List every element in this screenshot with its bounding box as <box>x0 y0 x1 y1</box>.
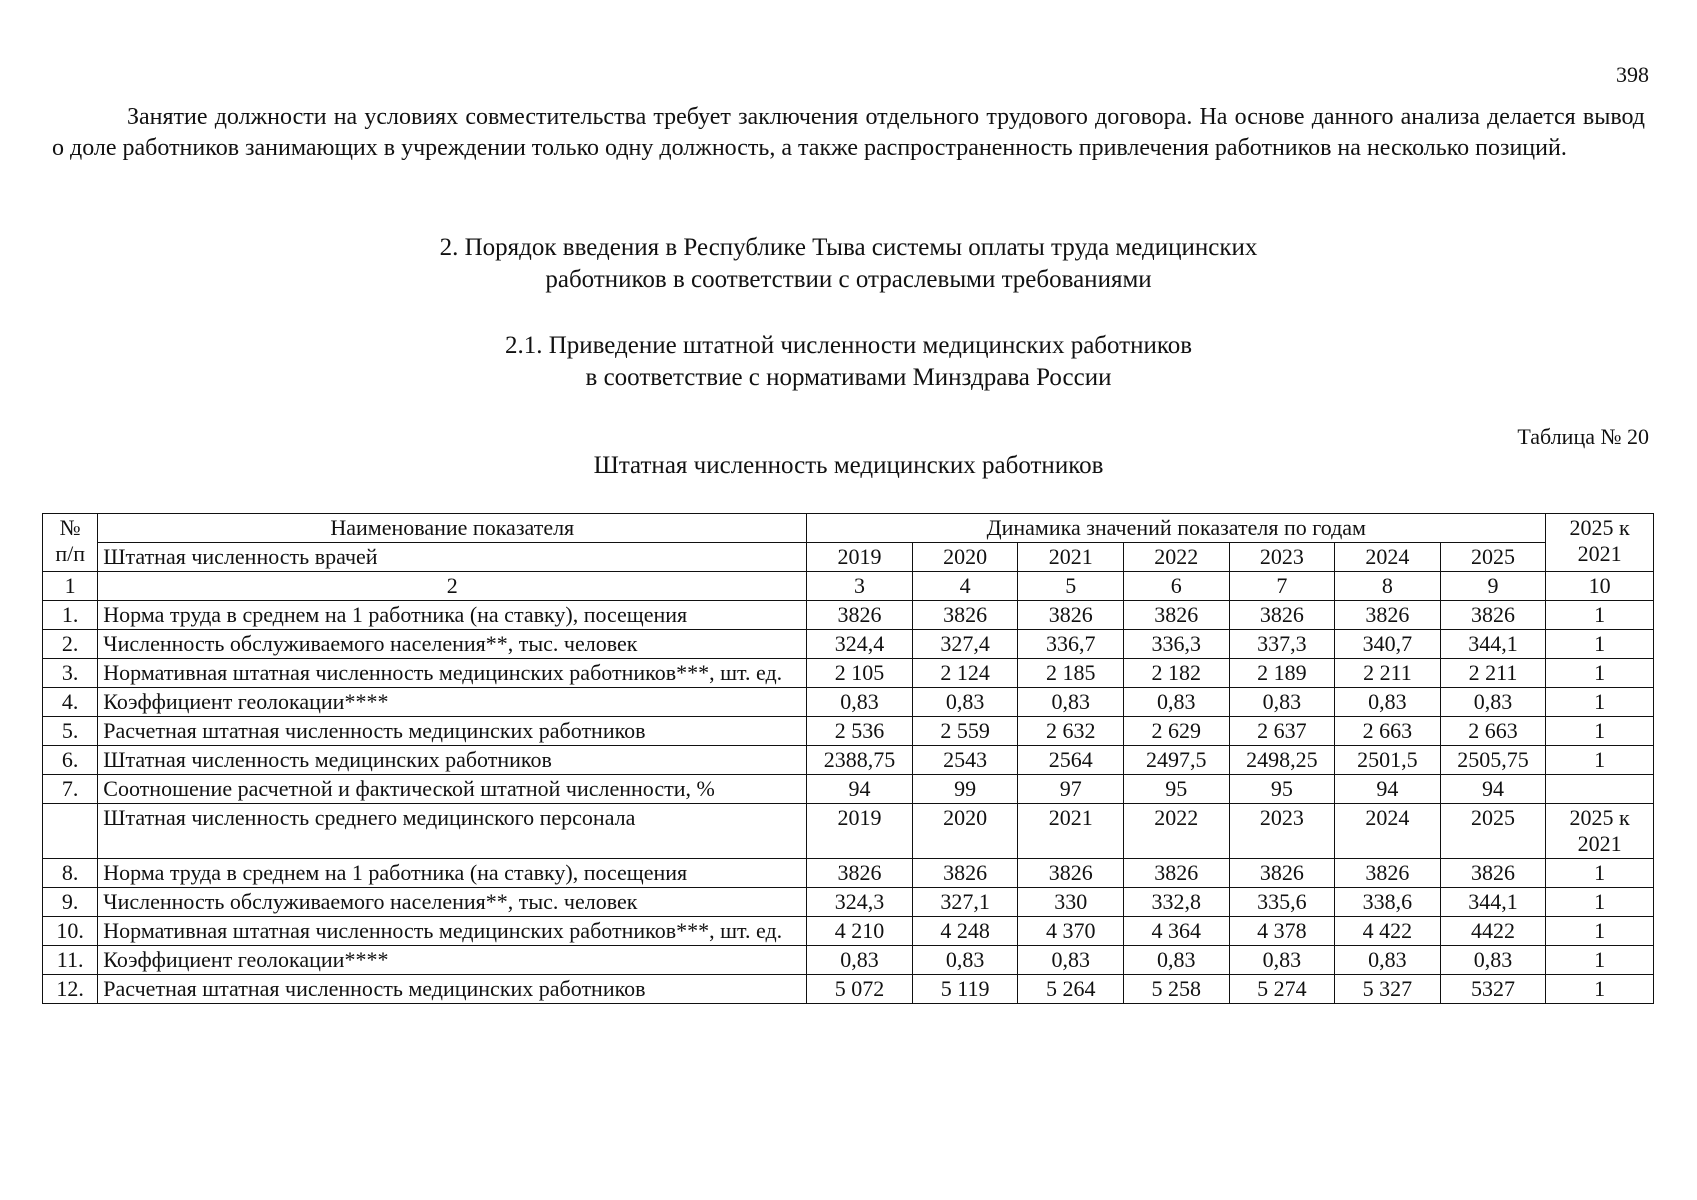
year-value: 3826 <box>1123 601 1229 630</box>
nurses-year: 2019 <box>807 804 913 859</box>
table-row <box>43 659 1654 688</box>
table-row <box>43 917 1654 946</box>
empty-num-cell <box>43 804 98 859</box>
year-value: 2 663 <box>1440 717 1546 746</box>
year-value: 4 422 <box>1335 917 1441 946</box>
section-heading <box>0 232 1697 296</box>
year-value: 5 258 <box>1123 975 1229 1004</box>
year-value: 336,7 <box>1018 630 1124 659</box>
table-row <box>43 630 1654 659</box>
year-value: 3826 <box>1229 859 1335 888</box>
column-number: 9 <box>1440 572 1546 601</box>
year-value: 2 211 <box>1440 659 1546 688</box>
nurses-year: 2022 <box>1123 804 1229 859</box>
year-value: 2564 <box>1018 746 1124 775</box>
ratio-value <box>1546 775 1654 804</box>
ratio-value: 1 <box>1546 975 1654 1004</box>
table-row <box>43 688 1654 717</box>
year-value: 332,8 <box>1123 888 1229 917</box>
year-value: 3826 <box>1440 859 1546 888</box>
year-value: 5 264 <box>1018 975 1124 1004</box>
year-value: 0,83 <box>807 688 913 717</box>
table-row <box>43 859 1654 888</box>
table-row <box>43 746 1654 775</box>
nurses-year: 2024 <box>1335 804 1441 859</box>
table-body <box>43 514 1654 1004</box>
indicator-name: Коэффициент геолокации**** <box>98 688 807 717</box>
year-value: 0,83 <box>1229 946 1335 975</box>
row-number: 4. <box>43 688 98 717</box>
row-number: 5. <box>43 717 98 746</box>
header-year: 2023 <box>1229 543 1335 572</box>
indicator-name: Численность обслуживаемого населения**, тыс. человек <box>98 630 807 659</box>
year-value: 0,83 <box>912 946 1018 975</box>
year-value: 2 663 <box>1335 717 1441 746</box>
column-number: 4 <box>912 572 1018 601</box>
indicator-name: Соотношение расчетной и фактической штатной численности, % <box>98 775 807 804</box>
row-number: 2. <box>43 630 98 659</box>
ratio-value: 1 <box>1546 601 1654 630</box>
year-value: 2543 <box>912 746 1018 775</box>
indicator-name: Расчетная штатная численность медицинских работников <box>98 717 807 746</box>
table-header-row <box>43 514 1654 543</box>
header-year: 2019 <box>807 543 913 572</box>
row-number: 7. <box>43 775 98 804</box>
year-value: 5327 <box>1440 975 1546 1004</box>
year-value: 324,3 <box>807 888 913 917</box>
year-value: 5 072 <box>807 975 913 1004</box>
column-number: 1 <box>43 572 98 601</box>
row-number: 12. <box>43 975 98 1004</box>
year-value: 340,7 <box>1335 630 1441 659</box>
year-value: 2 559 <box>912 717 1018 746</box>
year-value: 3826 <box>1018 601 1124 630</box>
year-value: 330 <box>1018 888 1124 917</box>
indicator-name: Численность обслуживаемого населения**, тыс. человек <box>98 888 807 917</box>
year-value: 3826 <box>1018 859 1124 888</box>
subsection-heading-line-1: 2.1. Приведение штатной численности медицинских работников <box>504 332 1193 359</box>
header-num: № п/п <box>43 514 98 572</box>
header-indicator: Наименование показателя <box>98 514 807 543</box>
row-number: 6. <box>43 746 98 775</box>
year-value: 3826 <box>1229 601 1335 630</box>
table-row <box>43 946 1654 975</box>
year-value: 344,1 <box>1440 888 1546 917</box>
intro-paragraph: Занятие должности на условиях совместительства требует заключения отдельного трудового договора. На основе данного анализа делается вывод о доле работников занимающих в учреждении только одну должность, а также распространенность привлечения работников на несколько позиций. <box>52 104 1645 161</box>
year-value: 0,83 <box>1440 946 1546 975</box>
nurses-year: 2025 <box>1440 804 1546 859</box>
header-year: 2020 <box>912 543 1018 572</box>
table-title: Штатная численность медицинских работников <box>593 452 1104 479</box>
year-value: 2 637 <box>1229 717 1335 746</box>
header-year: 2022 <box>1123 543 1229 572</box>
section-nurses-label: Штатная численность среднего медицинского персонала <box>98 804 807 859</box>
nurses-year: 2020 <box>912 804 1018 859</box>
ratio-value: 1 <box>1546 746 1654 775</box>
indicator-name: Норма труда в среднем на 1 работника (на ставку), посещения <box>98 601 807 630</box>
year-value: 94 <box>1440 775 1546 804</box>
indicator-name: Нормативная штатная численность медицинских работников***, шт. ед. <box>98 917 807 946</box>
column-number: 5 <box>1018 572 1124 601</box>
year-value: 2 124 <box>912 659 1018 688</box>
table-header-years-row <box>43 543 1654 572</box>
staffing-table <box>42 513 1654 1004</box>
year-value: 324,4 <box>807 630 913 659</box>
row-number: 3. <box>43 659 98 688</box>
column-number: 6 <box>1123 572 1229 601</box>
page-number: 398 <box>1616 62 1649 87</box>
nurses-year: 2023 <box>1229 804 1335 859</box>
year-value: 3826 <box>1440 601 1546 630</box>
year-value: 2498,25 <box>1229 746 1335 775</box>
year-value: 3826 <box>1123 859 1229 888</box>
row-number: 1. <box>43 601 98 630</box>
ratio-value: 1 <box>1546 717 1654 746</box>
table-row <box>43 975 1654 1004</box>
year-value: 336,3 <box>1123 630 1229 659</box>
year-value: 4 370 <box>1018 917 1124 946</box>
year-value: 95 <box>1229 775 1335 804</box>
year-value: 3826 <box>912 859 1018 888</box>
year-value: 344,1 <box>1440 630 1546 659</box>
column-number: 3 <box>807 572 913 601</box>
year-value: 327,1 <box>912 888 1018 917</box>
year-value: 4 364 <box>1123 917 1229 946</box>
year-value: 0,83 <box>1018 946 1124 975</box>
year-value: 95 <box>1123 775 1229 804</box>
table-row <box>43 717 1654 746</box>
table-row <box>43 775 1654 804</box>
year-value: 2 105 <box>807 659 913 688</box>
year-value: 0,83 <box>912 688 1018 717</box>
year-value: 0,83 <box>807 946 913 975</box>
year-value: 327,4 <box>912 630 1018 659</box>
row-number: 10. <box>43 917 98 946</box>
indicator-name: Нормативная штатная численность медицинских работников***, шт. ед. <box>98 659 807 688</box>
column-numbers-row <box>43 572 1654 601</box>
year-value: 4 248 <box>912 917 1018 946</box>
year-value: 0,83 <box>1229 688 1335 717</box>
nurses-ratio: 2025 к 2021 <box>1546 804 1654 859</box>
table-row <box>43 888 1654 917</box>
ratio-value: 1 <box>1546 659 1654 688</box>
year-value: 94 <box>1335 775 1441 804</box>
header-year: 2024 <box>1335 543 1441 572</box>
table-number: Таблица № 20 <box>1517 424 1649 449</box>
column-number: 2 <box>98 572 807 601</box>
ratio-value: 1 <box>1546 859 1654 888</box>
header-dynamics: Динамика значений показателя по годам <box>807 514 1546 543</box>
year-value: 94 <box>807 775 913 804</box>
year-value: 2 189 <box>1229 659 1335 688</box>
subsection-heading-line-2: в соответствие с нормативами Минздрава России <box>585 364 1112 391</box>
year-value: 3826 <box>912 601 1018 630</box>
indicator-name: Коэффициент геолокации**** <box>98 946 807 975</box>
year-value: 337,3 <box>1229 630 1335 659</box>
year-value: 5 274 <box>1229 975 1335 1004</box>
year-value: 3826 <box>1335 859 1441 888</box>
year-value: 2 182 <box>1123 659 1229 688</box>
row-number: 8. <box>43 859 98 888</box>
year-value: 0,83 <box>1335 688 1441 717</box>
year-value: 335,6 <box>1229 888 1335 917</box>
year-value: 0,83 <box>1018 688 1124 717</box>
year-value: 2497,5 <box>1123 746 1229 775</box>
ratio-value: 1 <box>1546 946 1654 975</box>
year-value: 99 <box>912 775 1018 804</box>
ratio-value: 1 <box>1546 688 1654 717</box>
header-year: 2025 <box>1440 543 1546 572</box>
column-number: 8 <box>1335 572 1441 601</box>
year-value: 2 632 <box>1018 717 1124 746</box>
year-value: 2 629 <box>1123 717 1229 746</box>
year-value: 2 536 <box>807 717 913 746</box>
year-value: 4422 <box>1440 917 1546 946</box>
section-heading-line-1: 2. Порядок введения в Республике Тыва системы оплаты труда медицинских <box>439 234 1258 261</box>
year-value: 2 185 <box>1018 659 1124 688</box>
year-value: 338,6 <box>1335 888 1441 917</box>
year-value: 5 327 <box>1335 975 1441 1004</box>
row-number: 9. <box>43 888 98 917</box>
year-value: 3826 <box>807 601 913 630</box>
year-value: 3826 <box>807 859 913 888</box>
year-value: 2505,75 <box>1440 746 1546 775</box>
year-value: 2501,5 <box>1335 746 1441 775</box>
indicator-name: Расчетная штатная численность медицинских работников <box>98 975 807 1004</box>
indicator-name: Штатная численность медицинских работников <box>98 746 807 775</box>
ratio-value: 1 <box>1546 888 1654 917</box>
ratio-value: 1 <box>1546 630 1654 659</box>
year-value: 4 210 <box>807 917 913 946</box>
year-value: 2388,75 <box>807 746 913 775</box>
year-value: 2 211 <box>1335 659 1441 688</box>
section-doctors-label: Штатная численность врачей <box>98 543 807 572</box>
year-value: 97 <box>1018 775 1124 804</box>
year-value: 0,83 <box>1440 688 1546 717</box>
column-number: 10 <box>1546 572 1654 601</box>
column-number: 7 <box>1229 572 1335 601</box>
year-value: 4 378 <box>1229 917 1335 946</box>
section-nurses-row <box>43 804 1654 859</box>
year-value: 0,83 <box>1123 688 1229 717</box>
nurses-year: 2021 <box>1018 804 1124 859</box>
header-ratio: 2025 к 2021 <box>1546 514 1654 572</box>
year-value: 3826 <box>1335 601 1441 630</box>
subsection-heading <box>0 330 1697 394</box>
table-row <box>43 601 1654 630</box>
year-value: 0,83 <box>1123 946 1229 975</box>
section-heading-line-2: работников в соответствии с отраслевыми требованиями <box>545 266 1152 293</box>
year-value: 5 119 <box>912 975 1018 1004</box>
year-value: 0,83 <box>1335 946 1441 975</box>
header-year: 2021 <box>1018 543 1124 572</box>
indicator-name: Норма труда в среднем на 1 работника (на ставку), посещения <box>98 859 807 888</box>
row-number: 11. <box>43 946 98 975</box>
ratio-value: 1 <box>1546 917 1654 946</box>
